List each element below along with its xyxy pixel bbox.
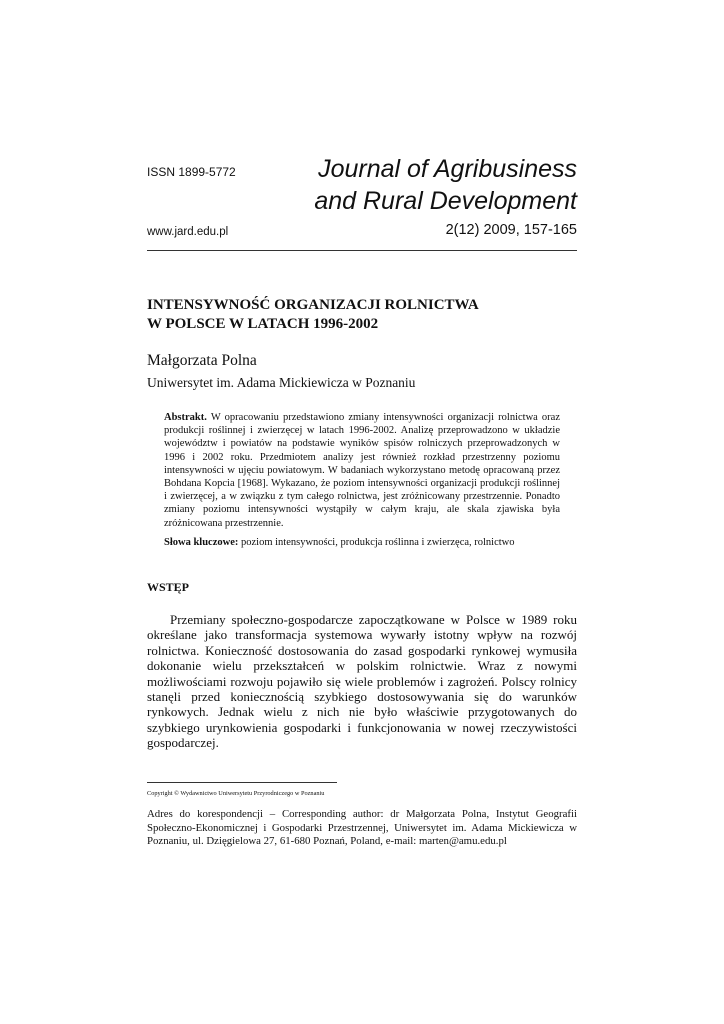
abstract-label: Abstrakt. xyxy=(164,412,207,423)
keywords-label: Słowa kluczowe: xyxy=(164,537,239,548)
keywords-text: poziom intensywności, produkcja roślinna i zwierzęca, rolnictwo xyxy=(241,537,515,548)
header-divider xyxy=(147,250,577,251)
body-paragraph-text: Przemiany społeczno-gospodarcze zapoczątkowane w Polsce w 1989 roku określane jako transformacja systemowa wywarły istotny wpływ na rozwój rolnictwa. Konieczność dostosowania do zasad gospodarki rynkowej wymusiła dokonanie wielu przekształceń w polskim rolnictwie. Wraz z nowymi możliwościami rozwoju pojawiło się wiele problemów i zagrożeń. Polscy rolnicy stanęli przed koniecznością szybkiego dostosowywania się do warunków rynkowych. Jednak wielu z nich nie było właściwie przygotowanych do szybkiego urynkowienia gospodarki i funkcjonowania w nowej rzeczywistości gospodarczej. xyxy=(147,612,577,751)
issn-number: ISSN 1899-5772 xyxy=(147,165,236,179)
article-title xyxy=(147,296,479,334)
copyright-note: Copyright © Wydawnictwo Uniwersytetu Przyrodniczego w Poznaniu xyxy=(147,790,325,797)
journal-website: www.jard.edu.pl xyxy=(147,226,229,238)
author-affiliation: Uniwersytet im. Adama Mickiewicza w Poznaniu xyxy=(147,375,416,390)
correspondence-note: Adres do korespondencji – Corresponding author: dr Małgorzata Polna, Instytut Geografii Społeczno-Ekonomicznej i Gospodarki Przestrzennej, Uniwersytet im. Adama Mickiewicza w Poznaniu, ul. Dzięgielowa 27, 61-680 Poznań, Poland, e-mail: marten@amu.edu.pl xyxy=(147,808,577,848)
keywords xyxy=(164,536,560,549)
article-title-line1: INTENSYWNOŚĆ ORGANIZACJI ROLNICTWA xyxy=(147,297,479,313)
footnote-divider xyxy=(147,782,337,783)
journal-title-line2: and Rural Development xyxy=(314,187,577,215)
body-paragraph xyxy=(147,612,577,751)
journal-title-line1: Journal of Agribusiness xyxy=(318,155,577,183)
section-heading: WSTĘP xyxy=(147,580,190,594)
journal-title xyxy=(314,153,577,217)
article-title-line2: W POLSCE W LATACH 1996-2002 xyxy=(147,316,379,332)
abstract-text: W opracowaniu przedstawiono zmiany intensywności organizacji rolnictwa oraz produkcji roślinnej i zwierzęcej w latach 1996-2002. Analizę przeprowadzono w układzie województw i powiatów na podstawie wyników spisów rolniczych przeprowadzonych w 1996 i 2002 roku. Przedmiotem analizy jest również rozkład przestrzenny poziomu intensywności w ujęciu powiatowym. W badaniach wykorzystano metodę opracowaną przez Bohdana Kopcia [1968]. Wykazano, że poziom intensywności organizacji produkcji roślinnej i zwierzęcej, a w związku z tym całego rolnictwa, jest zróżnicowany przestrzennie. Ponadto zmiany poziomu intensywności wystąpiły w całym kraju, ale skala zjawiska była zróżnicowana przestrzennie. xyxy=(164,412,560,529)
author-name: Małgorzata Polna xyxy=(147,352,257,369)
abstract xyxy=(164,411,560,530)
volume-pages: 2(12) 2009, 157-165 xyxy=(445,222,577,238)
